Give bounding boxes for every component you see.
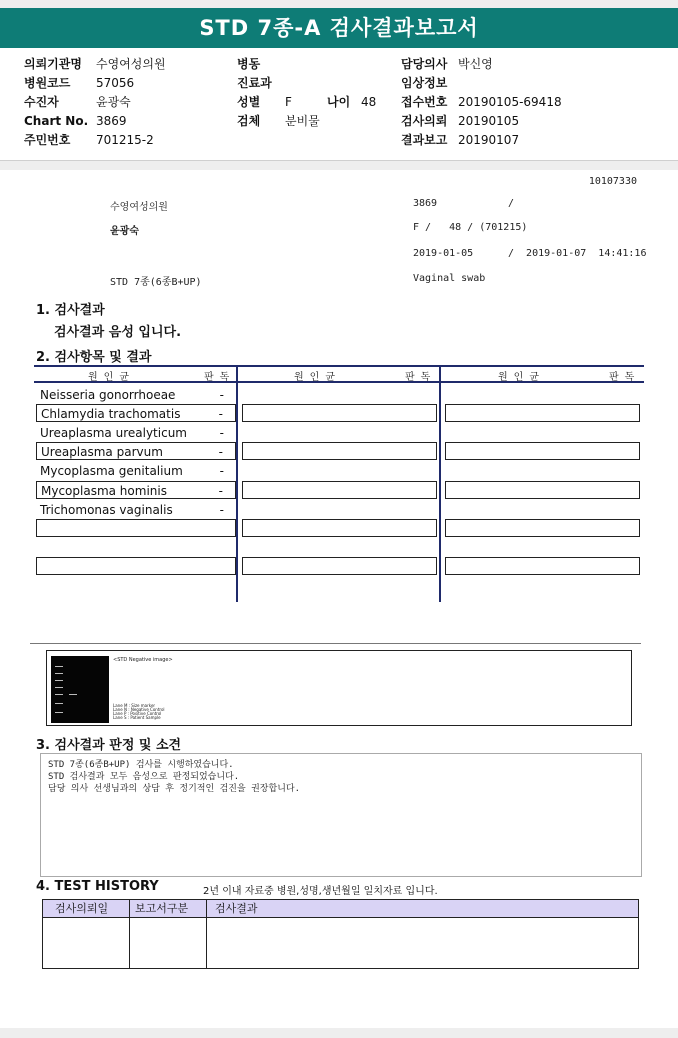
empty-cell: [445, 442, 640, 460]
pathogen-result: -: [218, 484, 223, 498]
history-col-request-date: 검사의뢰일: [55, 902, 109, 915]
history-table-header: [43, 900, 638, 918]
doctor-label: 담당의사: [401, 57, 448, 71]
empty-cell: [242, 519, 437, 537]
findings-box: [40, 753, 642, 877]
gel-image: [51, 656, 109, 723]
request-date-value: 20190105: [458, 114, 520, 128]
hospital-code-label: 병원코드: [24, 76, 71, 90]
report-date-value: 20190107: [458, 133, 520, 147]
empty-cell: [36, 519, 236, 537]
result-row-7: [36, 501, 236, 519]
empty-cell: [242, 557, 437, 575]
resident-no-label: 주민번호: [24, 133, 71, 147]
pathogen-result: -: [219, 503, 224, 517]
section-2-heading: 2. 검사항목 및 결과: [36, 350, 152, 365]
pathogen-result: -: [219, 426, 224, 440]
pathogen-name: Mycoplasma genitalium: [40, 464, 183, 478]
patient-label: 수진자: [24, 95, 59, 109]
pathogen-name: Trichomonas vaginalis: [40, 503, 173, 517]
pathogen-name: Ureaplasma parvum: [41, 445, 163, 459]
section-1-body: 검사결과 음성 입니다.: [54, 325, 182, 340]
specimen-value: 분비물: [285, 114, 320, 128]
department-label: 진료과: [237, 76, 272, 90]
result-row-1: [36, 386, 236, 404]
info-chart: 3869: [413, 198, 438, 209]
col-header-pathogen-3: 원인균: [498, 372, 545, 383]
report-date-label: 결과보고: [401, 133, 448, 147]
chart-no-value: 3869: [96, 114, 127, 128]
history-table: [42, 899, 639, 969]
report-code: 10107330: [588, 176, 637, 187]
info-sex-age-id: F / 48 / (701215): [413, 222, 528, 233]
column-divider-2: [439, 365, 441, 602]
hospital-code-value: 57056: [96, 76, 135, 90]
pathogen-result: -: [219, 464, 224, 478]
result-row-6: [36, 481, 236, 499]
header-col-2: [237, 55, 376, 131]
history-col-divider: [129, 900, 130, 968]
section-3-heading: 3. 검사결과 판정 및 소견: [36, 738, 182, 753]
col-header-result-2: 판독: [405, 372, 437, 383]
findings-line-1: STD 7종(6종B+UP) 검사를 시행하였습니다.: [48, 760, 234, 770]
header-col-3: [401, 55, 562, 150]
table-top-line: [34, 365, 644, 367]
resident-no-value: 701215-2: [96, 133, 154, 147]
info-specimen: Vaginal swab: [413, 273, 486, 284]
request-date-label: 검사의뢰: [401, 114, 448, 128]
age-label: 나이: [327, 95, 351, 109]
empty-cell: [445, 557, 640, 575]
pathogen-result: -: [218, 445, 223, 459]
empty-cell: [445, 404, 640, 422]
col-header-pathogen-1: 원인균: [88, 372, 135, 383]
empty-cell: [242, 481, 437, 499]
pathogen-name: Ureaplasma urealyticum: [40, 426, 187, 440]
section-1-heading: 1. 검사결과: [36, 303, 105, 318]
column-divider-1: [236, 365, 238, 602]
pathogen-result: -: [218, 407, 223, 421]
section-4-heading: 4. TEST HISTORY: [36, 879, 159, 894]
gel-legend-3: Lane P : Positive Control: [113, 711, 162, 716]
chart-no-label: Chart No.: [24, 114, 89, 128]
top-strip: [0, 0, 678, 8]
info-date-received: 2019-01-05: [413, 248, 474, 259]
bottom-strip: [0, 1028, 678, 1038]
hospital-label: 의뢰기관명: [24, 57, 82, 71]
info-patient: 윤광숙: [110, 226, 139, 237]
age-value: 48: [361, 95, 377, 109]
accession-label: 접수번호: [401, 95, 448, 109]
info-date-reported: / 2019-01-07 14:41:16: [508, 248, 647, 259]
info-test-name: STD 7종(6종B+UP): [110, 277, 202, 288]
hospital-value: 수영여성의원: [96, 57, 166, 71]
empty-cell: [36, 557, 236, 575]
sex-value: F: [285, 95, 292, 109]
accession-value: 20190105-69418: [458, 95, 562, 109]
col-header-pathogen-2: 원인균: [294, 372, 341, 383]
pathogen-result: -: [219, 388, 224, 402]
result-row-4: [36, 442, 236, 460]
pathogen-name: Neisseria gonorrhoeae: [40, 388, 176, 402]
empty-cell: [445, 519, 640, 537]
result-row-5: [36, 462, 236, 480]
gel-legend-2: Lane N : Negative Control: [113, 707, 165, 712]
history-col-divider: [206, 900, 207, 968]
gel-legend-4: Lane S : Patient Sample: [113, 715, 161, 720]
pathogen-name: Chlamydia trachomatis: [41, 407, 181, 421]
header-separator: [0, 160, 678, 170]
result-row-3: [36, 424, 236, 442]
specimen-label: 검체: [237, 114, 261, 128]
history-col-result: 검사결과: [215, 902, 258, 915]
findings-line-2: STD 검사결과 모두 음성으로 판정되었습니다.: [48, 772, 240, 782]
result-row-2: [36, 404, 236, 422]
patient-value: 윤광숙: [96, 95, 131, 109]
empty-cell: [242, 404, 437, 422]
gel-image-box: [46, 650, 632, 726]
info-chart-slash: /: [508, 198, 515, 209]
sex-label: 성별: [237, 95, 261, 109]
info-hospital: 수영여성의원: [110, 202, 168, 213]
ward-label: 병동: [237, 57, 261, 71]
empty-cell: [445, 481, 640, 499]
empty-cell: [242, 442, 437, 460]
gel-legend-1: Lane M : Size marker: [113, 703, 156, 708]
pathogen-name: Mycoplasma hominis: [41, 484, 167, 498]
history-note: 2년 이내 자료중 병원,성명,생년월일 일치자료 입니다.: [203, 886, 438, 897]
doctor-value: 박신영: [458, 57, 493, 71]
gel-caption: <STD Negative image>: [113, 657, 173, 663]
col-header-result-1: 판독: [204, 372, 236, 383]
header-col-1: [24, 55, 166, 150]
col-header-result-3: 판독: [609, 372, 641, 383]
report-title: STD 7종-A 검사결과보고서: [0, 8, 678, 48]
divider-line: [30, 643, 641, 644]
clinical-info-label: 임상정보: [401, 76, 448, 90]
history-col-report-type: 보고서구분: [135, 902, 189, 915]
findings-line-3: 담당 의사 선생님과의 상담 후 정기적인 검진을 권장합니다.: [48, 784, 301, 794]
